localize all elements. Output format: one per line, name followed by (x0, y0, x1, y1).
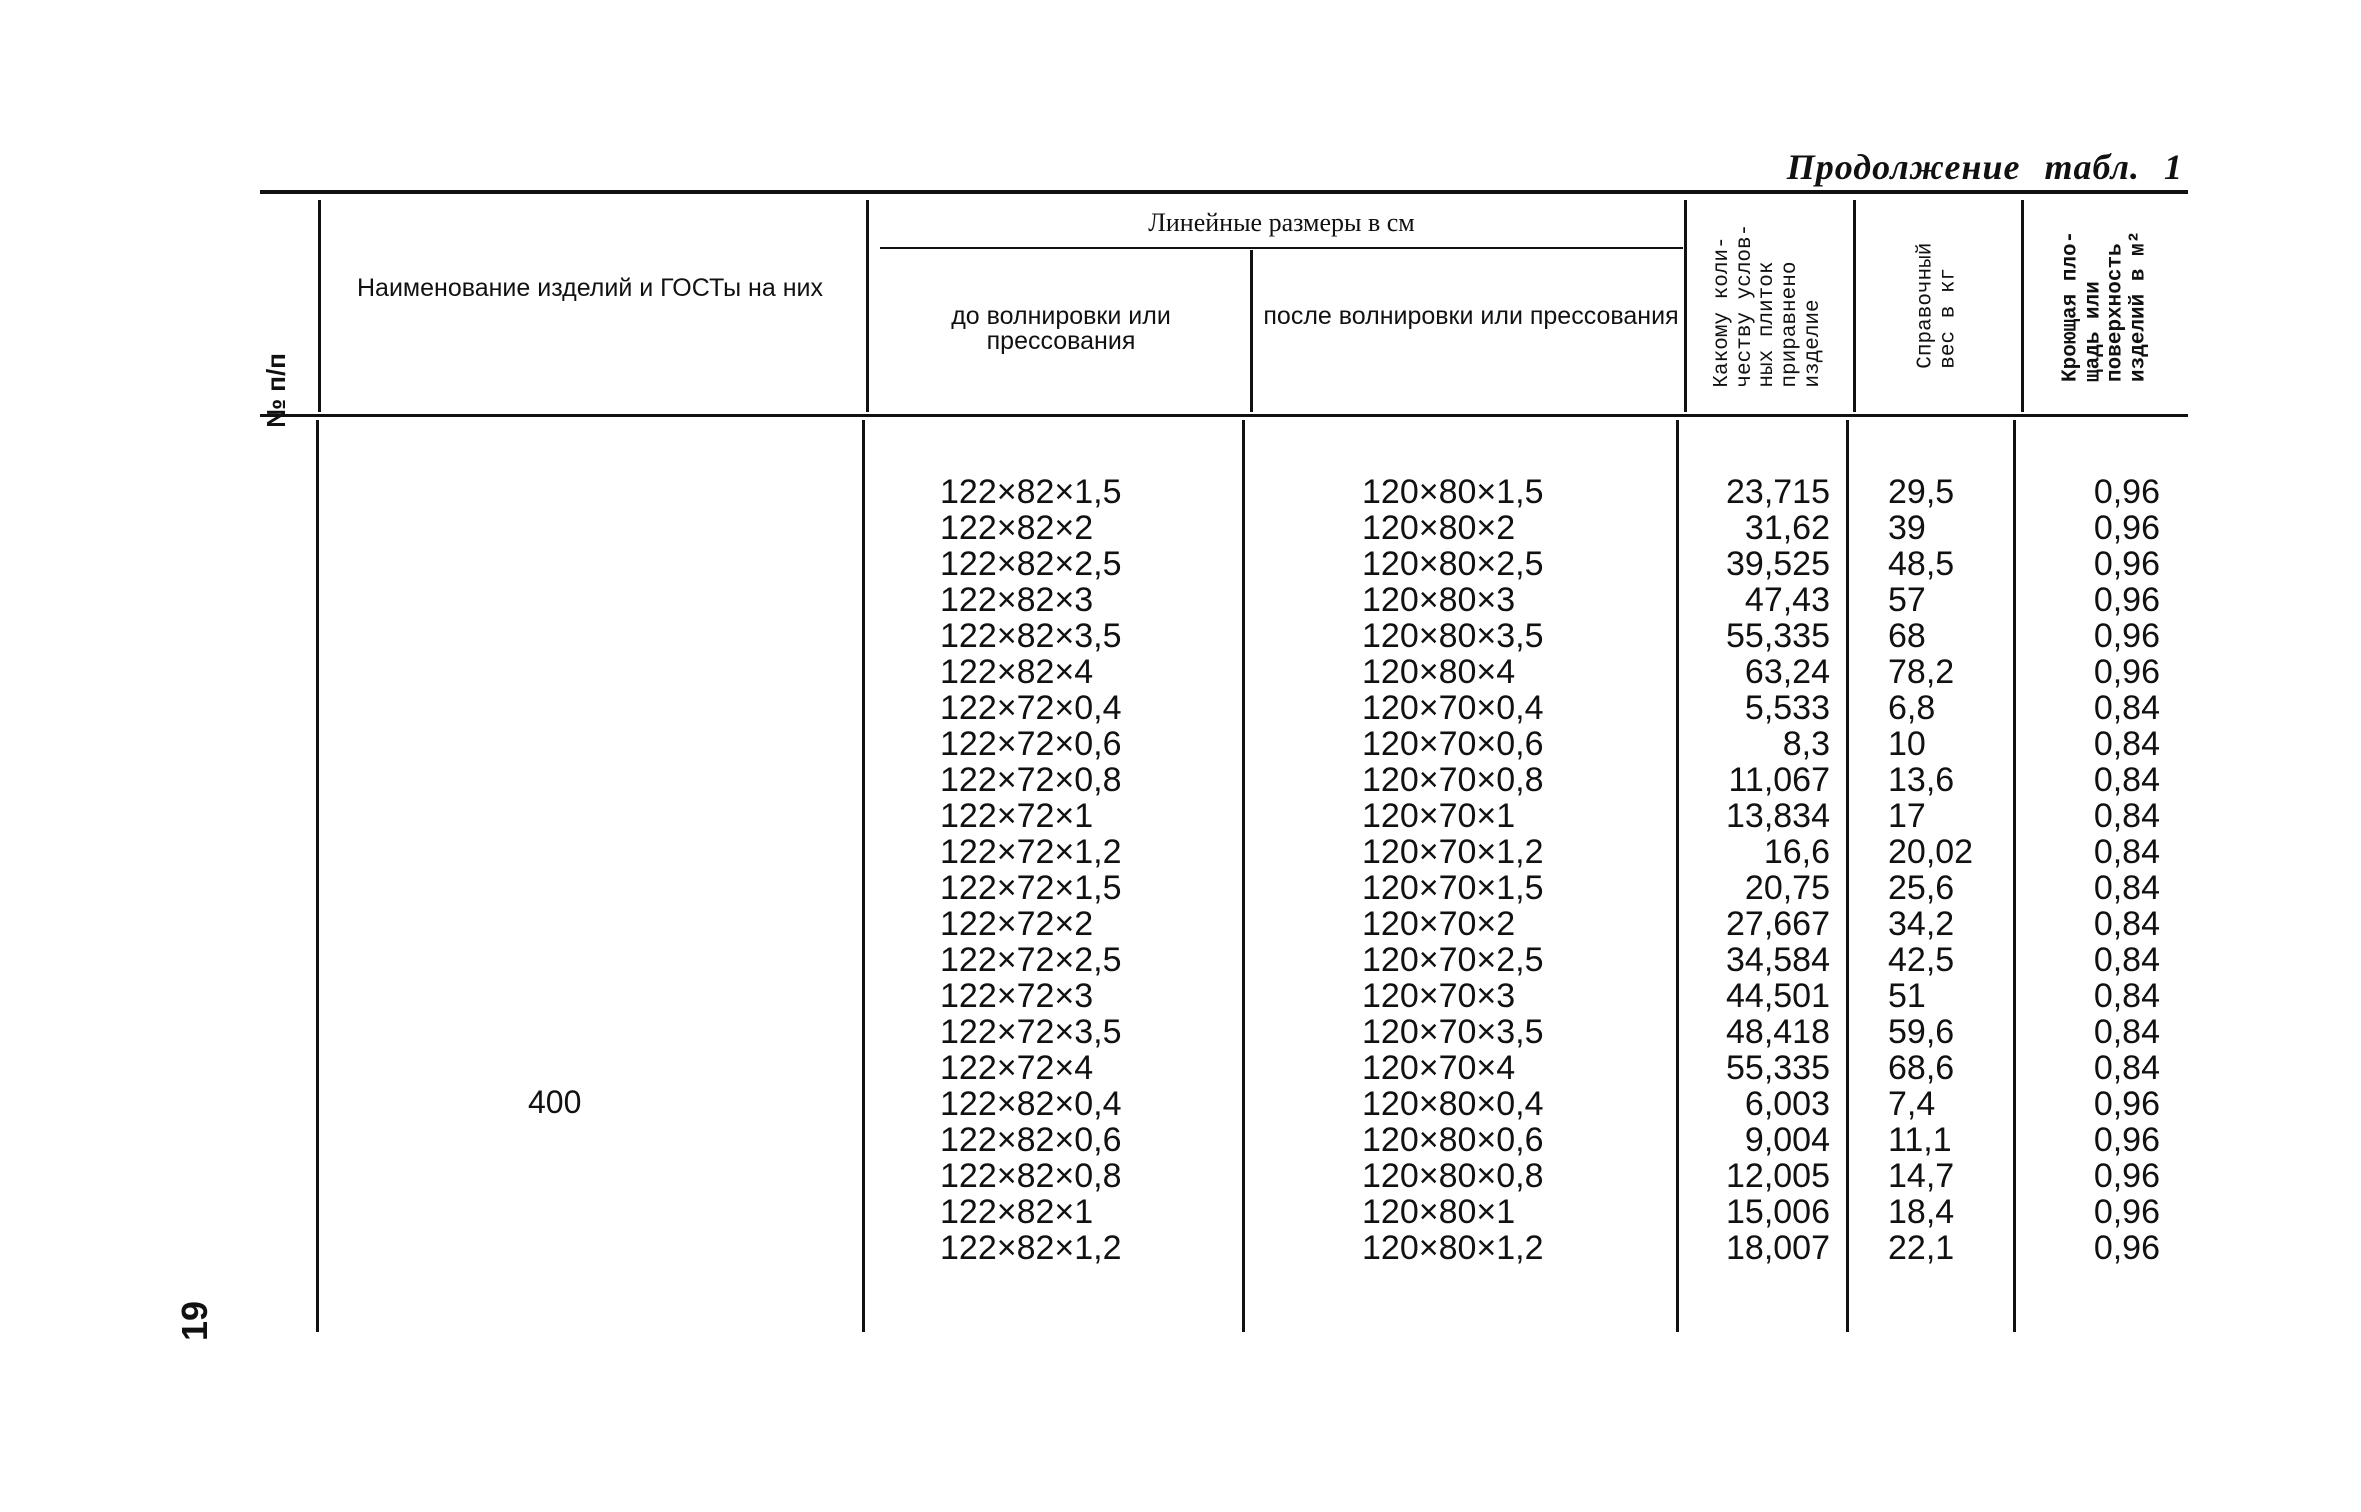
table-cell-weight: 6,8 (1888, 689, 1936, 727)
table-cell-area: 0,84 (2093, 1049, 2160, 1087)
table-cell-area: 0,84 (2093, 905, 2160, 943)
column-before (940, 474, 1122, 1266)
table-cell-weight: 68 (1888, 617, 1926, 655)
table-cell-equiv: 9,004 (1744, 1121, 1830, 1159)
table-cell-equiv: 63,24 (1744, 653, 1830, 691)
column-area (2050, 474, 2160, 1266)
table-cell-weight: 18,4 (1888, 1193, 1955, 1231)
table-cell-weight: 20,02 (1888, 833, 1974, 871)
col-divider-5-body (2013, 420, 2016, 1332)
table-cell-area: 0,96 (2093, 1121, 2160, 1159)
header-after: после волнировки или прессования (1263, 302, 1679, 330)
table-cell-area: 0,84 (2093, 761, 2160, 799)
table-cell-after: 120×70×2,5 (1362, 941, 1544, 979)
column-equivalent (1700, 474, 1830, 1266)
table-cell-area: 0,96 (2093, 1157, 2160, 1195)
table-cell-after: 120×70×4 (1362, 1049, 1516, 1087)
table-cell-equiv: 16,6 (1763, 833, 1830, 871)
table-cell-weight: 68,6 (1888, 1049, 1955, 1087)
table-top-rule (260, 190, 2188, 194)
table-cell-after: 120×70×0,4 (1362, 689, 1544, 727)
table-cell-after: 120×80×1,2 (1362, 1229, 1544, 1267)
table-cell-before: 122×72×2 (940, 905, 1094, 943)
table-cell-weight: 39 (1888, 509, 1926, 547)
table-cell-equiv: 23,715 (1726, 473, 1830, 511)
table-cell-after: 120×70×3 (1362, 977, 1516, 1015)
table-cell-weight: 10 (1888, 725, 1926, 763)
table-cell-area: 0,96 (2093, 1193, 2160, 1231)
table-cell-equiv: 39,525 (1726, 545, 1830, 583)
table-cell-equiv: 15,006 (1726, 1193, 1830, 1231)
col-divider-1-header (318, 200, 321, 412)
table-cell-before: 122×72×0,8 (940, 761, 1122, 799)
table-cell-area: 0,84 (2093, 977, 2160, 1015)
table-cell-weight: 13,6 (1888, 761, 1955, 799)
table-cell-before: 122×82×0,4 (940, 1085, 1122, 1123)
table-cell-area: 0,96 (2093, 545, 2160, 583)
col-divider-1-body (316, 420, 319, 1332)
table-cell-after: 120×80×0,6 (1362, 1121, 1544, 1159)
header-weight: Справочный вес в кг (1914, 242, 1960, 370)
table-cell-weight: 48,5 (1888, 545, 1955, 583)
header-name: Наименование изделий и ГОСТы на них (357, 274, 823, 302)
table-cell-before: 122×82×0,8 (940, 1157, 1122, 1195)
table-cell-before: 122×82×2 (940, 509, 1094, 547)
table-cell-area: 0,96 (2093, 473, 2160, 511)
table-cell-weight: 42,5 (1888, 941, 1955, 979)
table-cell-area: 0,96 (2093, 1085, 2160, 1123)
table-cell-after: 120×80×0,8 (1362, 1157, 1544, 1195)
table-cell-weight: 14,7 (1888, 1157, 1955, 1195)
table-cell-after: 120×80×4 (1362, 653, 1516, 691)
table-cell-before: 122×72×1,5 (940, 869, 1122, 907)
table-cell-equiv: 20,75 (1744, 869, 1830, 907)
table-cell-before: 122×72×3 (940, 977, 1094, 1015)
table-cell-area: 0,84 (2093, 833, 2160, 871)
page-number: 19 (173, 1300, 215, 1342)
table-cell-equiv: 6,003 (1744, 1085, 1830, 1123)
header-area: Кроющая пло- щадь или поверхность изделий в м² (2059, 230, 2151, 382)
table-cell-equiv: 34,584 (1726, 941, 1830, 979)
table-cell-equiv: 5,533 (1744, 689, 1830, 727)
table-cell-weight: 11,1 (1888, 1121, 1952, 1159)
table-cell-area: 0,84 (2093, 797, 2160, 835)
table-cell-equiv: 18,007 (1726, 1229, 1830, 1267)
table-cell-before: 122×72×2,5 (940, 941, 1122, 979)
linear-sizes-rule (880, 247, 1683, 249)
table-cell-weight: 34,2 (1888, 905, 1955, 943)
table-cell-area: 0,96 (2093, 1229, 2160, 1267)
col-divider-3-header (1684, 200, 1687, 412)
column-after (1362, 474, 1544, 1266)
table-cell-before: 122×82×2,5 (940, 545, 1122, 583)
header-equivalent: Какому коли- честву услов- ных плиток приравнено изделие (1711, 224, 1826, 388)
table-caption: Продолжение табл. 1 (1786, 147, 2183, 187)
header-bottom-rule (260, 414, 2188, 417)
table-cell-before: 122×82×1,2 (940, 1229, 1122, 1267)
table-cell-before: 122×72×3,5 (940, 1013, 1122, 1051)
table-cell-equiv: 12,005 (1726, 1157, 1830, 1195)
table-cell-weight: 17 (1888, 797, 1926, 835)
table-cell-before: 122×72×1,2 (940, 833, 1122, 871)
table-cell-before: 122×82×0,6 (940, 1121, 1122, 1159)
table-cell-weight: 29,5 (1888, 473, 1955, 511)
header-before: до волнировки или прессования (951, 302, 1171, 355)
col-divider-2-body (862, 420, 865, 1332)
table-cell-area: 0,96 (2093, 653, 2160, 691)
col-divider-4-body (1846, 420, 1849, 1332)
header-linear-sizes: Линейные размеры в см (1148, 208, 1415, 237)
col-divider-2-header (866, 200, 869, 412)
table-cell-weight: 59,6 (1888, 1013, 1955, 1051)
table-cell-before: 122×72×4 (940, 1049, 1094, 1087)
table-cell-after: 120×70×0,6 (1362, 725, 1544, 763)
table-cell-area: 0,84 (2093, 725, 2160, 763)
table-cell-weight: 78,2 (1888, 653, 1955, 691)
table-cell-weight: 25,6 (1888, 869, 1955, 907)
table-cell-after: 120×80×3 (1362, 581, 1516, 619)
header-num: № п/п (260, 352, 291, 428)
col-divider-3-body (1676, 420, 1679, 1332)
table-cell-after: 120×80×1,5 (1362, 473, 1544, 511)
table-cell-before: 122×82×1 (940, 1193, 1094, 1231)
table-cell-after: 120×70×2 (1362, 905, 1516, 943)
table-cell-equiv: 44,501 (1726, 977, 1830, 1015)
col-divider-4-header (1853, 200, 1856, 412)
table-cell-after: 120×70×1,2 (1362, 833, 1544, 871)
col-divider-before-after-body (1242, 420, 1245, 1332)
table-cell-before: 122×72×0,6 (940, 725, 1122, 763)
table-cell-area: 0,84 (2093, 869, 2160, 907)
col-divider-before-after-header (1250, 250, 1253, 412)
col-divider-5-header (2021, 200, 2024, 412)
table-cell-after: 120×80×2 (1362, 509, 1516, 547)
table-cell-equiv: 47,43 (1744, 581, 1830, 619)
table-cell-equiv: 13,834 (1726, 797, 1830, 835)
column-weight (1888, 474, 1973, 1266)
table-cell-after: 120×80×1 (1362, 1193, 1516, 1231)
table-cell-after: 120×70×0,8 (1362, 761, 1544, 799)
table-cell-area: 0,84 (2093, 941, 2160, 979)
table-cell-equiv: 55,335 (1726, 617, 1830, 655)
table-cell-after: 120×70×1 (1362, 797, 1516, 835)
table-cell-before: 122×82×4 (940, 653, 1094, 691)
table-cell-after: 120×80×0,4 (1362, 1085, 1544, 1123)
table-cell-equiv: 55,335 (1726, 1049, 1830, 1087)
table-cell-area: 0,84 (2093, 689, 2160, 727)
table-cell-before: 122×72×0,4 (940, 689, 1122, 727)
table-cell-equiv: 8,3 (1782, 725, 1830, 763)
table-cell-before: 122×82×3,5 (940, 617, 1122, 655)
table-cell-before: 122×82×3 (940, 581, 1094, 619)
table-cell-area: 0,96 (2093, 509, 2160, 547)
table-cell-weight: 22,1 (1888, 1229, 1955, 1267)
table-cell-equiv: 11,067 (1728, 761, 1830, 799)
table-cell-after: 120×80×3,5 (1362, 617, 1544, 655)
table-cell-equiv: 31,62 (1744, 509, 1830, 547)
table-cell-area: 0,96 (2093, 581, 2160, 619)
item-name: 400 (528, 1084, 582, 1120)
table-cell-weight: 57 (1888, 581, 1926, 619)
table-cell-after: 120×80×2,5 (1362, 545, 1544, 583)
table-cell-equiv: 27,667 (1726, 905, 1830, 943)
table-cell-after: 120×70×1,5 (1362, 869, 1544, 907)
table-cell-after: 120×70×3,5 (1362, 1013, 1544, 1051)
table-cell-equiv: 48,418 (1726, 1013, 1830, 1051)
table-cell-before: 122×72×1 (940, 797, 1094, 835)
table-cell-before: 122×82×1,5 (940, 473, 1122, 511)
table-cell-weight: 51 (1888, 977, 1926, 1015)
table-cell-area: 0,84 (2093, 1013, 2160, 1051)
table-cell-area: 0,96 (2093, 617, 2160, 655)
table-cell-weight: 7,4 (1888, 1085, 1936, 1123)
